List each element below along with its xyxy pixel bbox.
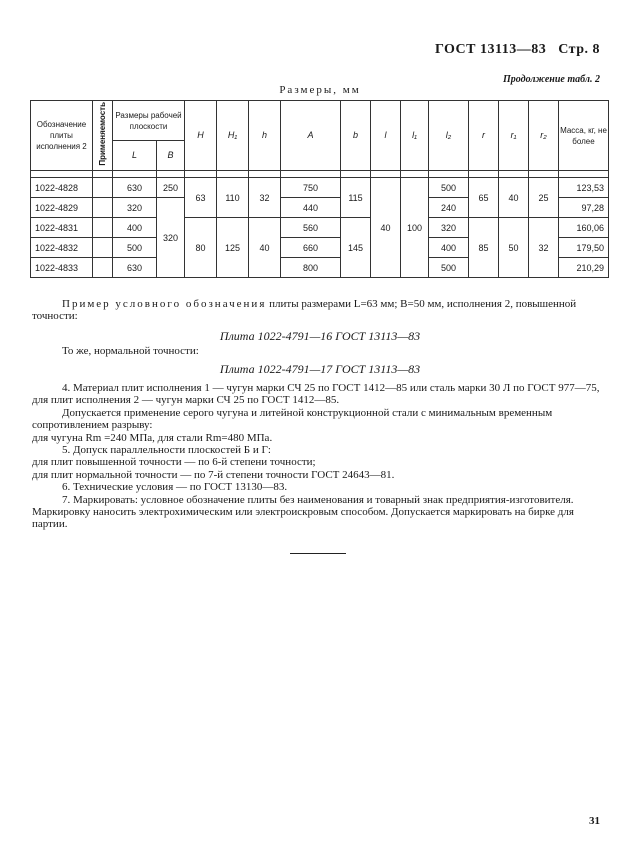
note-5-normal: для плит нормальной точности — по 7-й степени точности ГОСТ 24643—81. [32, 468, 395, 481]
cell-r: 85 [469, 218, 499, 278]
cell-A: 750 [281, 178, 341, 198]
cell-L: 400 [113, 218, 157, 238]
example-intro-rest: плиты размерами L=63 мм; B=50 мм, исполнения 2, повышенной точности: [32, 298, 577, 323]
table-row [31, 178, 609, 198]
cell-applicability [93, 198, 113, 218]
cell-applicability [93, 178, 113, 198]
notes-section [32, 382, 608, 531]
col-B-header: B [157, 141, 185, 171]
cell-A: 660 [281, 238, 341, 258]
example-intro: Пример условного обозначения [62, 298, 267, 310]
col-designation-header: Обозначение плиты исполнения 2 [31, 101, 93, 171]
page-header [435, 42, 600, 58]
col-h-header: h [249, 101, 281, 171]
cell-l2: 400 [429, 238, 469, 258]
col-l-header: l [371, 101, 401, 171]
cell-H: 63 [185, 178, 217, 218]
cell-l: 40 [371, 178, 401, 278]
note-5: 5. Допуск параллельности плоскостей Б и Г: [62, 444, 271, 457]
cell-l2: 500 [429, 258, 469, 278]
cell-B: 320 [157, 198, 185, 278]
col-l1-header: l₁ [401, 101, 429, 171]
cell-l2: 320 [429, 218, 469, 238]
table-row [31, 218, 609, 238]
table-continuation-label: Продолжение табл. 2 [502, 74, 600, 85]
cell-designation: 1022-4833 [31, 258, 93, 278]
col-r1-header: r₁ [499, 101, 529, 171]
col-r-header: r [469, 101, 499, 171]
col-H1-header: H₁ [217, 101, 249, 171]
cell-l2: 240 [429, 198, 469, 218]
dimensions-table [30, 100, 609, 278]
cell-B: 250 [157, 178, 185, 198]
cell-r1: 40 [499, 178, 529, 218]
cell-A: 440 [281, 198, 341, 218]
cell-designation: 1022-4828 [31, 178, 93, 198]
designation-example-2: Плита 1022-4791—17 ГОСТ 13113—83 [219, 362, 421, 376]
col-r2-header: r₂ [529, 101, 559, 171]
note-6: 6. Технические условия — по ГОСТ 13130—83. [62, 481, 288, 494]
cell-A: 560 [281, 218, 341, 238]
cell-mass: 97,28 [559, 198, 609, 218]
cell-b: 115 [341, 178, 371, 218]
cell-h: 32 [249, 178, 281, 218]
cell-L: 630 [113, 178, 157, 198]
cell-H: 80 [185, 218, 217, 278]
cell-designation: 1022-4831 [31, 218, 93, 238]
example-paragraph [32, 298, 608, 323]
col-work-surface-header: Размеры рабочей плоскости [113, 101, 185, 141]
cell-l2: 500 [429, 178, 469, 198]
cell-applicability [93, 238, 113, 258]
note-4: 4. Материал плит исполнения 1 — чугун марки СЧ 25 по ГОСТ 1412—85 или сталь марки 30 Л по ГОСТ 977—75, для плит исполнения 2 — чугун марки СЧ 25 по ГОСТ 1412—85. [32, 382, 600, 407]
cell-designation: 1022-4832 [31, 238, 93, 258]
designation-example-1: Плита 1022-4791—16 ГОСТ 13113—83 [219, 329, 421, 343]
note-4-allowance: Допускается применение серого чугуна и литейной конструкционной стали с минимальным временным сопротивлением разрыву: [32, 406, 553, 432]
cell-mass: 179,50 [559, 238, 609, 258]
col-H-header: H [185, 101, 217, 171]
cell-mass: 160,06 [559, 218, 609, 238]
cell-mass: 123,53 [559, 178, 609, 198]
standard-reference: ГОСТ 13113—83 [434, 42, 547, 57]
col-l2-header: l₂ [429, 101, 469, 171]
note-4-values: для чугуна Rm =240 МПа, для стали Rm=480 МПа. [32, 431, 273, 444]
cell-h: 40 [249, 218, 281, 278]
cell-r1: 50 [499, 218, 529, 278]
cell-designation: 1022-4829 [31, 198, 93, 218]
cell-A: 800 [281, 258, 341, 278]
col-b-header: b [341, 101, 371, 171]
page-number: 31 [589, 815, 600, 827]
cell-L: 630 [113, 258, 157, 278]
cell-r2: 32 [529, 218, 559, 278]
note-7: 7. Маркировать: условное обозначение плиты без наименования и товарный знак предприятия-изготовителя. Маркировку наносить электрохимическим или электроискровым способом. Допускается маркировать на бирке для партии. [32, 493, 574, 531]
table-title: Размеры, мм [279, 84, 361, 96]
cell-H1: 125 [217, 218, 249, 278]
cell-mass: 210,29 [559, 258, 609, 278]
cell-r2: 25 [529, 178, 559, 218]
col-mass-header: Масса, кг, не более [559, 101, 609, 171]
end-divider [290, 553, 346, 554]
cell-L: 320 [113, 198, 157, 218]
cell-r: 65 [469, 178, 499, 218]
page-label: Стр. 8 [558, 42, 600, 57]
cell-L: 500 [113, 238, 157, 258]
note-5-high: для плит повышенной точности — по 6-й степени точности; [32, 456, 316, 469]
table-spacer-row [31, 171, 609, 178]
same-normal-accuracy: То же, нормальной точности: [62, 345, 199, 357]
col-A-header: A [281, 101, 341, 171]
cell-H1: 110 [217, 178, 249, 218]
col-applicability-header: Применяемость [93, 101, 113, 171]
cell-l1: 100 [401, 178, 429, 278]
cell-applicability [93, 258, 113, 278]
cell-b: 145 [341, 218, 371, 278]
col-L-header: L [113, 141, 157, 171]
cell-applicability [93, 218, 113, 238]
table-header-row [31, 101, 609, 141]
